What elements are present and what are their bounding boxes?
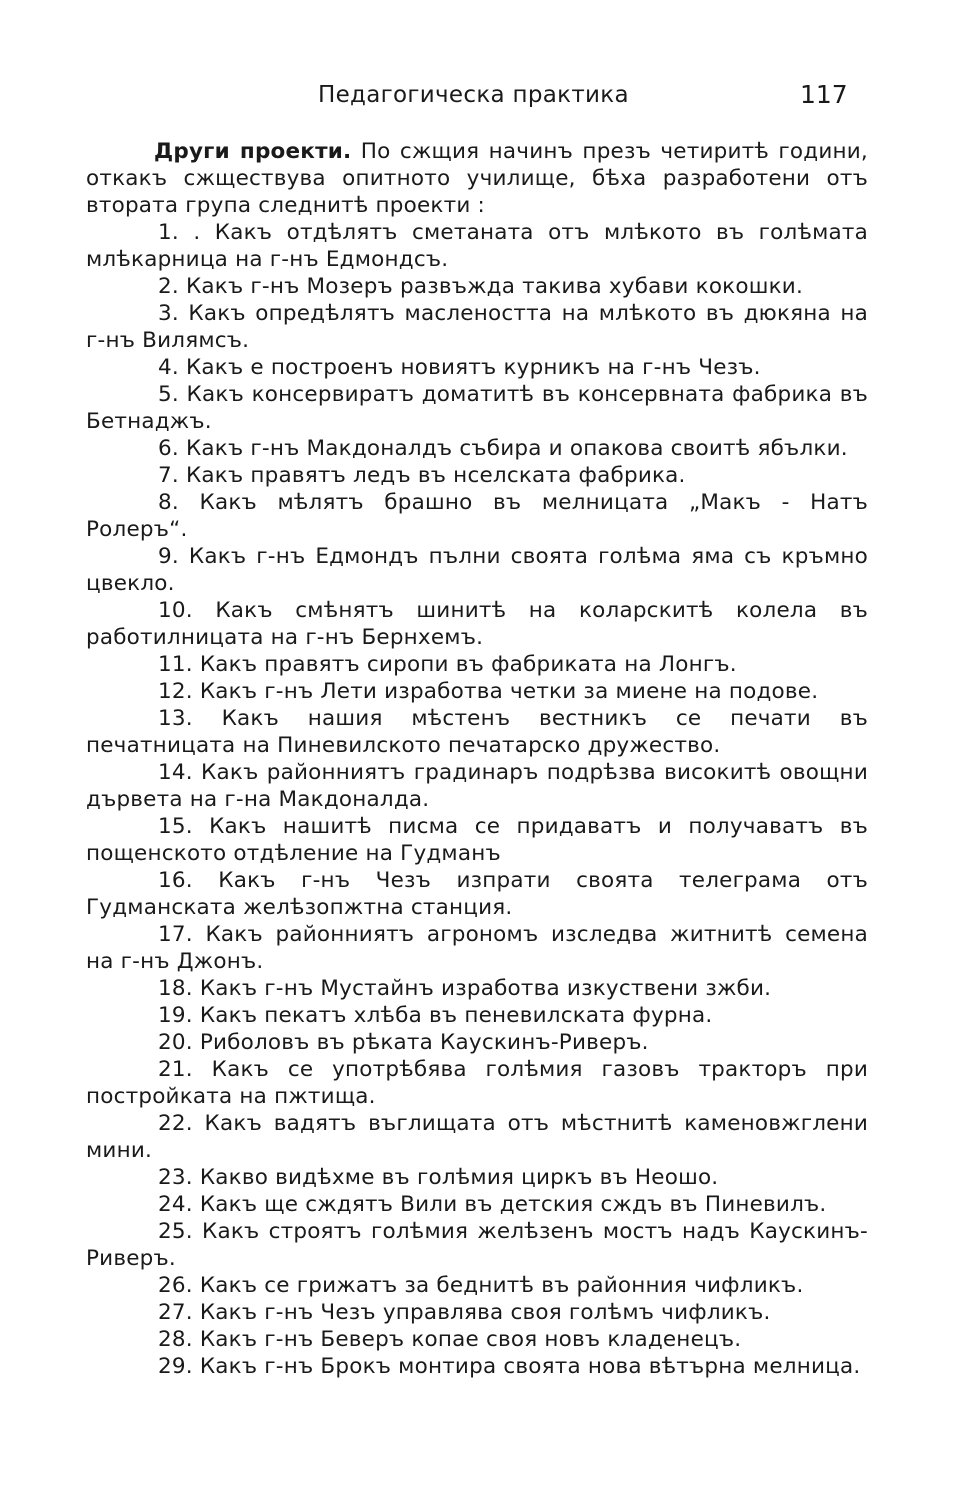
project-item: 19. Какъ пекатъ хлѣба въ пеневилската фурна.	[158, 1003, 713, 1028]
project-item: 22. Какъ вадятъ въглищата отъ мѣстнитѣ каменовжглени мини.	[86, 1111, 868, 1163]
project-item: 28. Какъ г-нъ Беверъ копае своя новъ кладенецъ.	[158, 1327, 742, 1352]
project-item: 3. Какъ опредѣлятъ маслеността на млѣкото въ дюкяна на г-нъ Вилямсъ.	[86, 301, 868, 353]
project-item: 13. Какъ нашия мѣстенъ вестникъ се печати въ печатницата на Пиневилското печатарско дружество.	[86, 706, 868, 758]
intro-text: По сжщия начинъ презъ четиритѣ години, откакъ сжществува опитното училище, бѣха разработени отъ втората група следнитѣ проекти :	[86, 139, 868, 218]
project-item: 10. Какъ смѣнятъ шинитѣ на коларскитѣ колела въ работилницата на г-нъ Бернхемъ.	[86, 598, 868, 650]
projects-list	[86, 219, 868, 1380]
project-item: 21. Какъ се употрѣбява голѣмия газовъ тракторъ при постройката на пжтища.	[86, 1057, 868, 1109]
project-item: 20. Риболовъ въ рѣката Каускинъ-Риверъ.	[158, 1030, 649, 1055]
project-item: 17. Какъ районниятъ агрономъ изследва житнитѣ семена на г-нъ Джонъ.	[86, 922, 868, 974]
project-item: 29. Какъ г-нъ Брокъ монтира своята нова вѣтърна мелница.	[158, 1354, 861, 1379]
project-item: 16. Какъ г-нъ Чезъ изпрати своята телеграма отъ Гудманската желѣзопжтна станция.	[86, 868, 868, 920]
project-item: 12. Какъ г-нъ Лети изработва четки за миене на подове.	[158, 679, 819, 704]
project-item: 9. Какъ г-нъ Едмондъ пълни своята голѣма яма съ кръмно цвекло.	[86, 544, 868, 596]
project-item: 8. Какъ мѣлятъ брашно въ мелницата „Макъ - Натъ Ролеръ“.	[86, 490, 868, 542]
project-item: 6. Какъ г-нъ Макдоналдъ събира и опакова своитѣ ябълки.	[158, 436, 848, 461]
body-text	[86, 138, 868, 1380]
project-item: 25. Какъ строятъ голѣмия желѣзенъ мостъ надъ Каускинъ-Риверъ.	[86, 1219, 868, 1271]
project-item: 7. Какъ правятъ ледъ въ нселската фабрика.	[158, 463, 686, 488]
project-item: 18. Какъ г-нъ Мустайнъ изработва изкуствени зжби.	[158, 976, 772, 1001]
project-item: 27. Какъ г-нъ Чезъ управлява своя голѣмъ чифликъ.	[158, 1300, 771, 1325]
project-item: 5. Какъ консервиратъ доматитѣ въ консервната фабрика въ Бетнаджъ.	[86, 382, 868, 434]
project-item: 23. Какво видѣхме въ голѣмия циркъ въ Неошо.	[158, 1165, 719, 1190]
page-number: 117	[800, 80, 848, 109]
project-item: 24. Какъ ще сждятъ Вили въ детския сждъ въ Пиневилъ.	[158, 1192, 827, 1217]
intro-paragraph	[86, 138, 868, 219]
project-item: 4. Какъ е построенъ новиятъ курникъ на г-нъ Чезъ.	[158, 355, 761, 380]
project-item: 11. Какъ правятъ сиропи въ фабриката на Лонгъ.	[158, 652, 737, 677]
project-item: 26. Какъ се грижатъ за беднитѣ въ районния чифликъ.	[158, 1273, 804, 1298]
project-item: 15. Какъ нашитѣ писма се придаватъ и получаватъ въ пощенското отдѣление на Гудманъ	[86, 814, 868, 866]
project-item: 1. . Какъ отдѣлятъ сметаната отъ млѣкото въ голѣмата млѣкарница на г-нъ Едмондсъ.	[86, 220, 868, 272]
running-title: Педагогическа практика	[318, 82, 629, 108]
section-lead: Други проекти.	[154, 139, 352, 164]
project-item: 2. Какъ г-нъ Мозеръ развъжда такива хубави кокошки.	[158, 274, 803, 299]
project-item: 14. Какъ районниятъ градинаръ подрѣзва високитѣ овощни дървета на г-на Макдоналда.	[86, 760, 868, 812]
